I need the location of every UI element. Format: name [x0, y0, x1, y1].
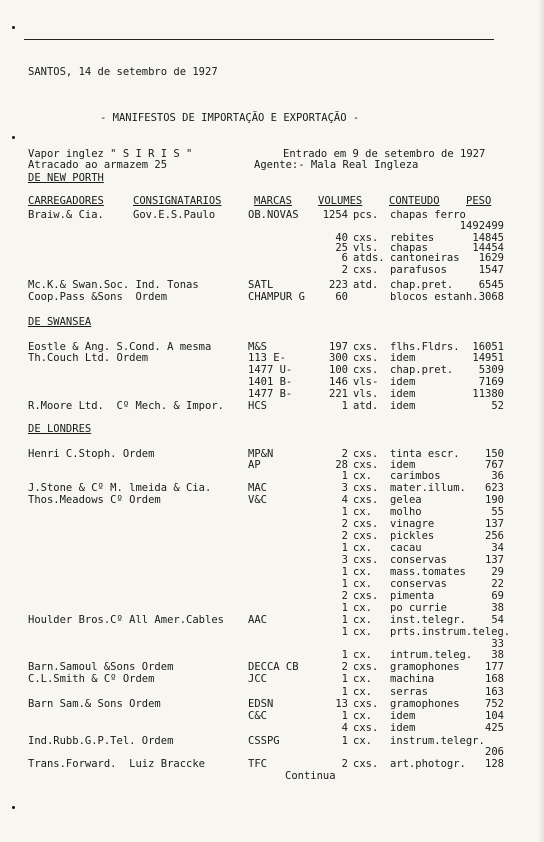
weight-cell: 752 [485, 698, 504, 710]
content-cell: idem [390, 400, 416, 412]
weight-cell: 1547 [478, 264, 504, 276]
content-cell: parafusos [390, 264, 447, 276]
weight-cell: 33 [491, 638, 504, 650]
volume-count-cell: 1 [341, 649, 348, 661]
volume-count-cell: 3 [341, 554, 348, 566]
volume-count-cell: 2 [341, 264, 348, 276]
content-cell: po currie [390, 602, 447, 614]
content-cell: conservas [390, 554, 447, 566]
content-cell: flhs.Fldrs. [390, 341, 460, 353]
marks-cell: DECCA CB [248, 661, 299, 673]
weight-cell: 3068 [478, 291, 504, 303]
volume-unit-cell: cx. [353, 735, 372, 747]
weight-cell: 1629 [478, 252, 504, 264]
weight-cell: 14951 [472, 352, 504, 364]
volume-unit-cell: cxs. [353, 459, 379, 471]
place-date: SANTOS, 14 de setembro de 1927 [28, 66, 218, 78]
volume-unit-cell: pcs. [353, 209, 379, 221]
volume-unit-cell: cx. [353, 686, 372, 698]
column-header-volumes: VOLUMES [318, 195, 363, 207]
weight-cell: 22 [491, 578, 504, 590]
marks-cell: 1477 U- [248, 364, 293, 376]
volume-unit-cell: cxs. [353, 758, 379, 770]
column-header-conteudo: CONTEUDO [389, 195, 440, 207]
volume-unit-cell: cxs. [353, 530, 379, 542]
weight-cell: 1492499 [459, 220, 504, 232]
shipper-cell: Barn Sam.& Sons Ordem [28, 698, 161, 710]
volume-unit-cell: cxs. [353, 448, 379, 460]
volume-count-cell: 1 [341, 602, 348, 614]
shipper-cell: Thos.Meadows Cº Ordem [28, 494, 161, 506]
marks-cell: HCS [248, 400, 267, 412]
weight-cell: 190 [485, 494, 504, 506]
weight-cell: 104 [485, 710, 504, 722]
volume-unit-cell: cx. [353, 602, 372, 614]
berth-info: Atracado ao armazem 25 [28, 159, 168, 171]
content-cell: prts.instrum.teleg. [390, 626, 511, 638]
content-cell: pimenta [390, 590, 435, 602]
shipper-cell: Trans.Forward. Luiz Braccke [28, 758, 206, 770]
content-cell: instrum.telegr. [390, 735, 485, 747]
marks-cell: V&C [248, 494, 267, 506]
marks-cell: AP [248, 459, 261, 471]
page-title: - MANIFESTOS DE IMPORTAÇÃO E EXPORTAÇÃO - [100, 112, 360, 124]
volume-count-cell: 1 [341, 710, 348, 722]
column-header-peso: PESO [466, 195, 492, 207]
weight-cell: 168 [485, 673, 504, 685]
volume-count-cell: 221 [329, 388, 348, 400]
volume-unit-cell: atds. [353, 252, 385, 264]
volume-unit-cell: cx. [353, 506, 372, 518]
marks-cell: SATL [248, 279, 274, 291]
volume-count-cell: 2 [341, 518, 348, 530]
content-cell: mater.illum. [390, 482, 466, 494]
content-cell: idem [390, 710, 416, 722]
volume-count-cell: 28 [335, 459, 348, 471]
shipper-cell: J.Stone & Cº M. lmeida & Cia. [28, 482, 212, 494]
content-cell: chap.pret. [390, 364, 454, 376]
volume-unit-cell: cxs. [353, 554, 379, 566]
weight-cell: 7169 [478, 376, 504, 388]
weight-cell: 128 [485, 758, 504, 770]
volume-unit-cell: cxs. [353, 232, 379, 244]
consignee-cell: Gov.E.S.Paulo [133, 209, 216, 221]
marks-cell: TFC [248, 758, 267, 770]
volume-count-cell: 1254 [322, 209, 348, 221]
weight-cell: 177 [485, 661, 504, 673]
volume-count-cell: 100 [329, 364, 348, 376]
volume-unit-cell: cxs. [353, 698, 379, 710]
shipper-cell: Coop.Pass &Sons Ordem [28, 291, 168, 303]
continua-label: Continua [285, 770, 336, 782]
volume-count-cell: 2 [341, 590, 348, 602]
marks-cell: CHAMPUR G [248, 291, 305, 303]
shipper-cell: Braiw.& Cia. [28, 209, 104, 221]
weight-cell: 14454 [472, 242, 504, 254]
volume-count-cell: 4 [341, 494, 348, 506]
vessel-name: Vapor inglez " S I R I S " [28, 148, 193, 160]
marks-cell: CSSPG [248, 735, 280, 747]
content-cell: molho [390, 506, 422, 518]
section-heading: DE SWANSEA [28, 316, 92, 328]
volume-count-cell: 1 [341, 400, 348, 412]
volume-unit-cell: cxs. [353, 482, 379, 494]
marks-cell: MAC [248, 482, 267, 494]
content-cell: cantoneiras [390, 252, 460, 264]
volume-unit-cell: cxs. [353, 364, 379, 376]
weight-cell: 36 [491, 470, 504, 482]
weight-cell: 55 [491, 506, 504, 518]
column-header-consignatarios: CONSIGNATARIOS [133, 195, 222, 207]
content-cell: idem [390, 376, 416, 388]
content-cell: intrum.teleg. [390, 649, 473, 661]
weight-cell: 256 [485, 530, 504, 542]
volume-count-cell: 60 [335, 291, 348, 303]
volume-count-cell: 1 [341, 614, 348, 626]
marks-cell: JCC [248, 673, 267, 685]
content-cell: gramophones [390, 661, 460, 673]
volume-unit-cell: cx. [353, 649, 372, 661]
volume-count-cell: 1 [341, 506, 348, 518]
volume-unit-cell: cx. [353, 470, 372, 482]
section-heading: DE NEW PORTH [28, 172, 104, 184]
shipper-cell: Th.Couch Ltd. Ordem [28, 352, 149, 364]
column-header-carregadores: CARREGADORES [28, 195, 104, 207]
volume-count-cell: 1 [341, 735, 348, 747]
top-rule [24, 39, 494, 40]
punch-hole-mark [12, 136, 15, 139]
volume-unit-cell: cx. [353, 710, 372, 722]
punch-hole-mark [12, 806, 15, 809]
content-cell: tinta escr. [390, 448, 460, 460]
volume-count-cell: 146 [329, 376, 348, 388]
content-cell: gelea [390, 494, 422, 506]
weight-cell: 14845 [472, 232, 504, 244]
weight-cell: 16051 [472, 341, 504, 353]
weight-cell: 52 [491, 400, 504, 412]
marks-cell: C&C [248, 710, 267, 722]
volume-unit-cell: cxs. [353, 590, 379, 602]
volume-count-cell: 1 [341, 686, 348, 698]
volume-unit-cell: cx. [353, 578, 372, 590]
volume-count-cell: 4 [341, 722, 348, 734]
volume-unit-cell: cx. [353, 673, 372, 685]
content-cell: carimbos [390, 470, 441, 482]
content-cell: chapas ferro [390, 209, 466, 221]
marks-cell: 113 E- [248, 352, 286, 364]
content-cell: vinagre [390, 518, 435, 530]
content-cell: art.photogr. [390, 758, 466, 770]
content-cell: blocos estanh. [390, 291, 479, 303]
content-cell: idem [390, 459, 416, 471]
weight-cell: 206 [485, 746, 504, 758]
volume-unit-cell: cxs. [353, 352, 379, 364]
content-cell: idem [390, 352, 416, 364]
weight-cell: 38 [491, 602, 504, 614]
shipper-cell: Henri C.Stoph. Ordem [28, 448, 155, 460]
marks-cell: EDSN [248, 698, 274, 710]
marks-cell: M&S [248, 341, 267, 353]
weight-cell: 137 [485, 518, 504, 530]
weight-cell: 38 [491, 649, 504, 661]
volume-unit-cell: cx. [353, 542, 372, 554]
volume-count-cell: 2 [341, 661, 348, 673]
volume-count-cell: 2 [341, 448, 348, 460]
volume-count-cell: 1 [341, 470, 348, 482]
volume-count-cell: 223 [329, 279, 348, 291]
shipper-cell: Mc.K.& Swan.Soc. Ind. Tonas [28, 279, 199, 291]
volume-unit-cell: cxs. [353, 494, 379, 506]
marks-cell: 1401 B- [248, 376, 293, 388]
weight-cell: 54 [491, 614, 504, 626]
marks-cell: MP&N [248, 448, 274, 460]
weight-cell: 137 [485, 554, 504, 566]
arrival-date: Entrado em 9 de setembro de 1927 [283, 148, 486, 160]
weight-cell: 29 [491, 566, 504, 578]
shipper-cell: Ind.Rubb.G.P.Tel. Ordem [28, 735, 174, 747]
content-cell: conservas [390, 578, 447, 590]
shipper-cell: R.Moore Ltd. Cº Mech. & Impor. [28, 400, 224, 412]
shipper-cell: Barn.Samoul &Sons Ordem [28, 661, 174, 673]
volume-unit-cell: cx. [353, 614, 372, 626]
shipper-cell: Houlder Bros.Cº All Amer.Cables [28, 614, 224, 626]
agent-info: Agente:- Mala Real Ingleza [254, 159, 419, 171]
section-heading: DE LONDRES [28, 423, 92, 435]
weight-cell: 623 [485, 482, 504, 494]
volume-count-cell: 3 [341, 482, 348, 494]
volume-count-cell: 40 [335, 232, 348, 244]
weight-cell: 5309 [478, 364, 504, 376]
volume-unit-cell: cxs. [353, 341, 379, 353]
volume-unit-cell: cxs. [353, 518, 379, 530]
volume-unit-cell: cxs. [353, 264, 379, 276]
content-cell: gramophones [390, 698, 460, 710]
volume-unit-cell: atd. [353, 400, 379, 412]
weight-cell: 767 [485, 459, 504, 471]
volume-count-cell: 1 [341, 673, 348, 685]
content-cell: machina [390, 673, 435, 685]
paper-edge-shadow [538, 0, 544, 842]
weight-cell: 6545 [478, 279, 504, 291]
volume-count-cell: 13 [335, 698, 348, 710]
volume-unit-cell: cxs. [353, 661, 379, 673]
weight-cell: 34 [491, 542, 504, 554]
volume-unit-cell: vls. [353, 388, 379, 400]
content-cell: inst.telegr. [390, 614, 466, 626]
volume-unit-cell: atd. [353, 279, 379, 291]
content-cell: chap.pret. [390, 279, 454, 291]
volume-unit-cell: cx. [353, 566, 372, 578]
volume-count-cell: 1 [341, 626, 348, 638]
content-cell: cacau [390, 542, 422, 554]
volume-count-cell: 1 [341, 542, 348, 554]
punch-hole-mark [12, 26, 15, 29]
weight-cell: 11380 [472, 388, 504, 400]
shipper-cell: Eostle & Ang. S.Cond. A mesma [28, 341, 212, 353]
marks-cell: OB.NOVAS [248, 209, 299, 221]
volume-unit-cell: vls. [353, 242, 379, 254]
volume-unit-cell: cxs. [353, 722, 379, 734]
volume-count-cell: 1 [341, 566, 348, 578]
weight-cell: 150 [485, 448, 504, 460]
column-header-marcas: MARCAS [254, 195, 292, 207]
weight-cell: 425 [485, 722, 504, 734]
content-cell: chapas [390, 242, 428, 254]
volume-count-cell: 197 [329, 341, 348, 353]
content-cell: mass.tomates [390, 566, 466, 578]
volume-count-cell: 2 [341, 758, 348, 770]
content-cell: idem [390, 722, 416, 734]
content-cell: idem [390, 388, 416, 400]
content-cell: pickles [390, 530, 435, 542]
weight-cell: 69 [491, 590, 504, 602]
volume-count-cell: 25 [335, 242, 348, 254]
marks-cell: AAC [248, 614, 267, 626]
volume-count-cell: 1 [341, 578, 348, 590]
weight-cell: 163 [485, 686, 504, 698]
volume-unit-cell: vls- [353, 376, 379, 388]
shipper-cell: C.L.Smith & Cº Ordem [28, 673, 155, 685]
volume-count-cell: 2 [341, 530, 348, 542]
content-cell: rebites [390, 232, 435, 244]
volume-count-cell: 300 [329, 352, 348, 364]
volume-count-cell: 6 [341, 252, 348, 264]
volume-unit-cell: cx. [353, 626, 372, 638]
content-cell: serras [390, 686, 428, 698]
marks-cell: 1477 B- [248, 388, 293, 400]
